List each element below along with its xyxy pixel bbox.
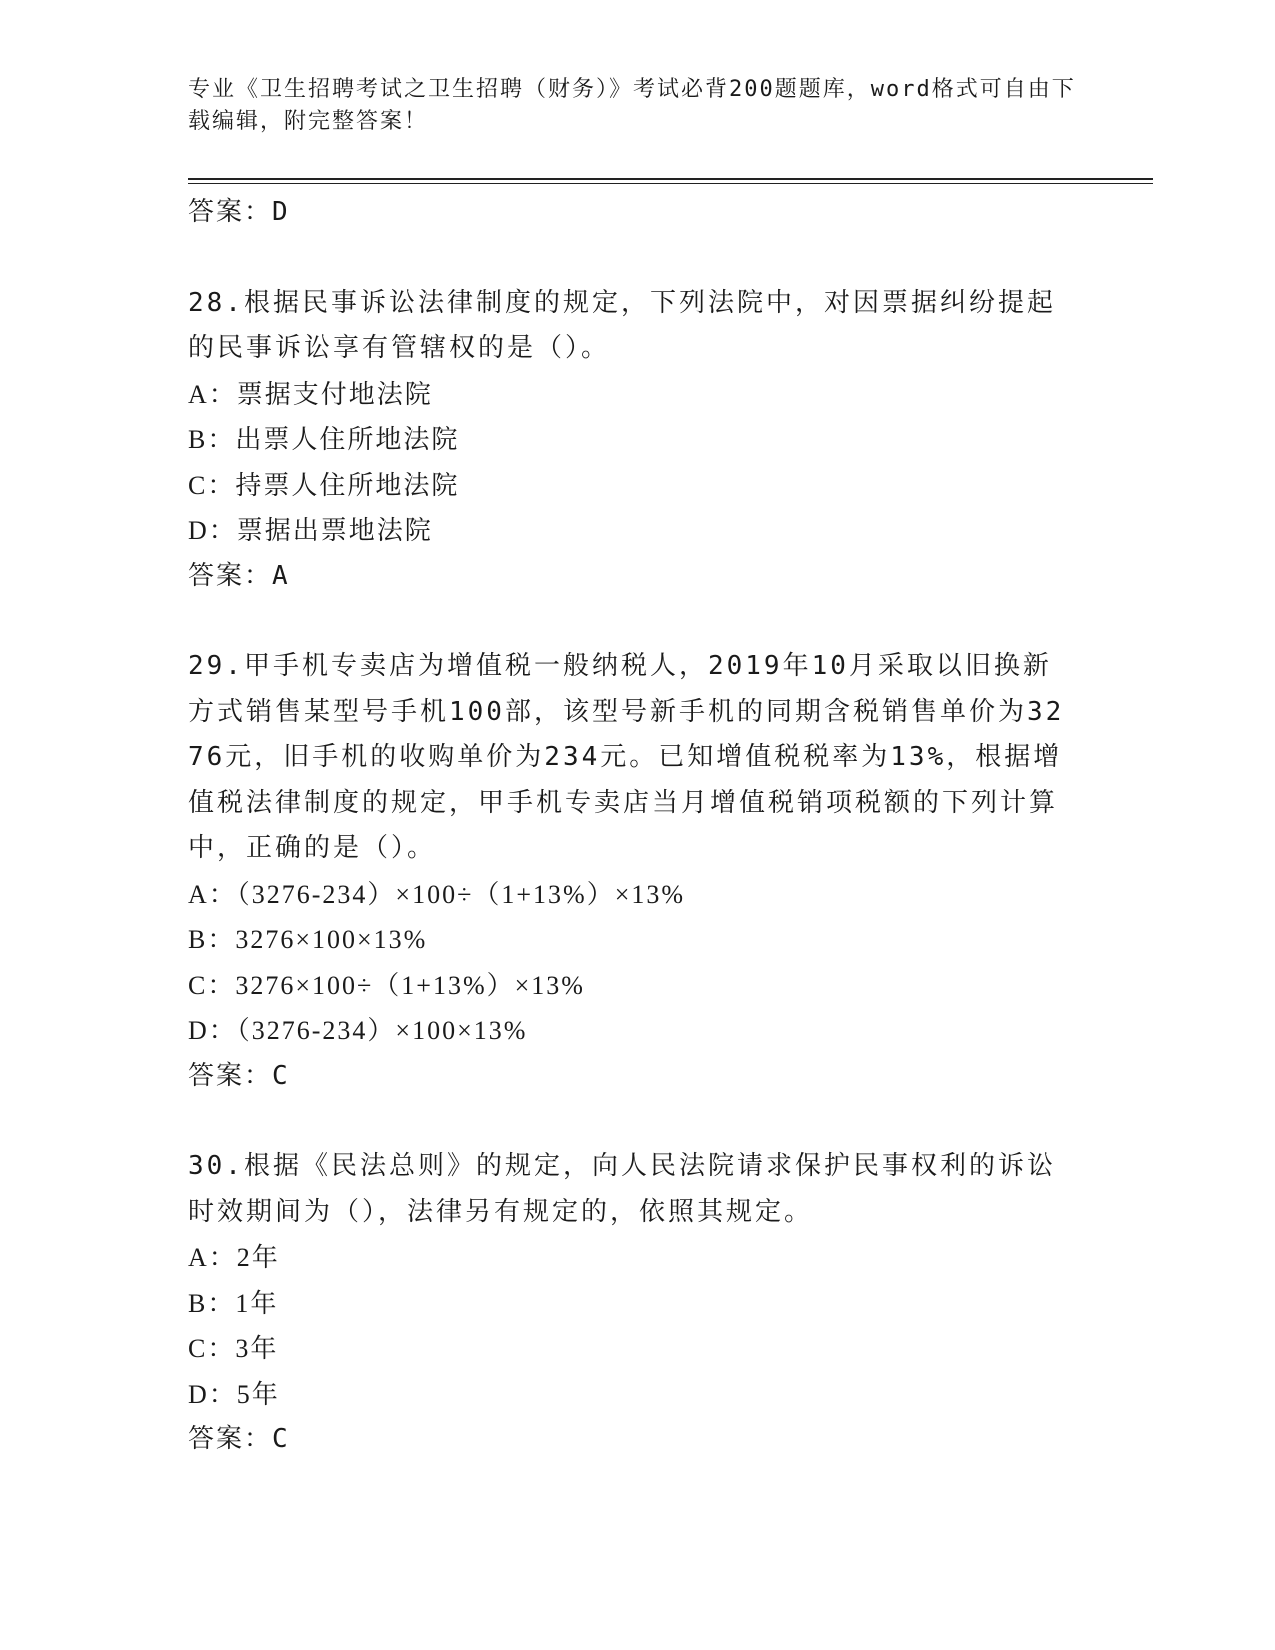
answer: 答案：C xyxy=(188,1424,290,1454)
option-d: D：（3276-234）×100×13% xyxy=(188,1016,528,1045)
option-c: C：3年 xyxy=(188,1334,279,1363)
spacer xyxy=(188,1099,1088,1144)
option-c: C：3276×100÷（1+13%）×13% xyxy=(188,970,585,1000)
option-d: D：5年 xyxy=(188,1379,280,1409)
option-a: A：（3276-234）×100÷（1+13%）×13% xyxy=(188,879,686,909)
option-b: B：出票人住所地法院 xyxy=(188,425,460,454)
header-divider-thick xyxy=(188,178,1153,180)
document-header xyxy=(188,74,1088,138)
answer: 答案：C xyxy=(188,1060,290,1091)
previous-answer: 答案：D xyxy=(188,197,290,227)
answer: 答案：A xyxy=(188,560,290,591)
question-stem: 30.根据《民法总则》的规定，向人民法院请求保护民事权利的诉讼时效期间为（），法律另有规定的，依照其规定。 xyxy=(188,1151,1056,1227)
option-a: A：2年 xyxy=(188,1243,280,1272)
spacer xyxy=(188,599,1088,644)
question-list xyxy=(188,190,1088,1463)
spacer xyxy=(188,236,1088,281)
option-d: D：票据出票地法院 xyxy=(188,516,433,545)
option-b: B：1年 xyxy=(188,1288,279,1318)
header-text: 专业《卫生招聘考试之卫生招聘（财务）》考试必背200题题库，word格式可自由下载编辑，附完整答案！ xyxy=(188,77,1076,134)
question-28 xyxy=(188,281,1088,600)
question-29 xyxy=(188,644,1088,1099)
option-c: C：持票人住所地法院 xyxy=(188,470,460,500)
question-stem: 28.根据民事诉讼法律制度的规定，下列法院中，对因票据纠纷提起的民事诉讼享有管辖权的是（）。 xyxy=(188,287,1056,363)
header-divider-thin xyxy=(188,183,1153,184)
question-30 xyxy=(188,1144,1088,1463)
question-stem: 29.甲手机专卖店为增值税一般纳税人，2019年10月采取以旧换新方式销售某型号手机100部，该型号新手机的同期含税销售单价为3276元，旧手机的收购单价为234元。已知增值税税率为13%，根据增值税法律制度的规定，甲手机专卖店当月增值税销项税额的下列计算中，正确的是（）。 xyxy=(188,651,1065,863)
option-b: B：3276×100×13% xyxy=(188,925,428,954)
option-a: A：票据支付地法院 xyxy=(188,379,433,409)
